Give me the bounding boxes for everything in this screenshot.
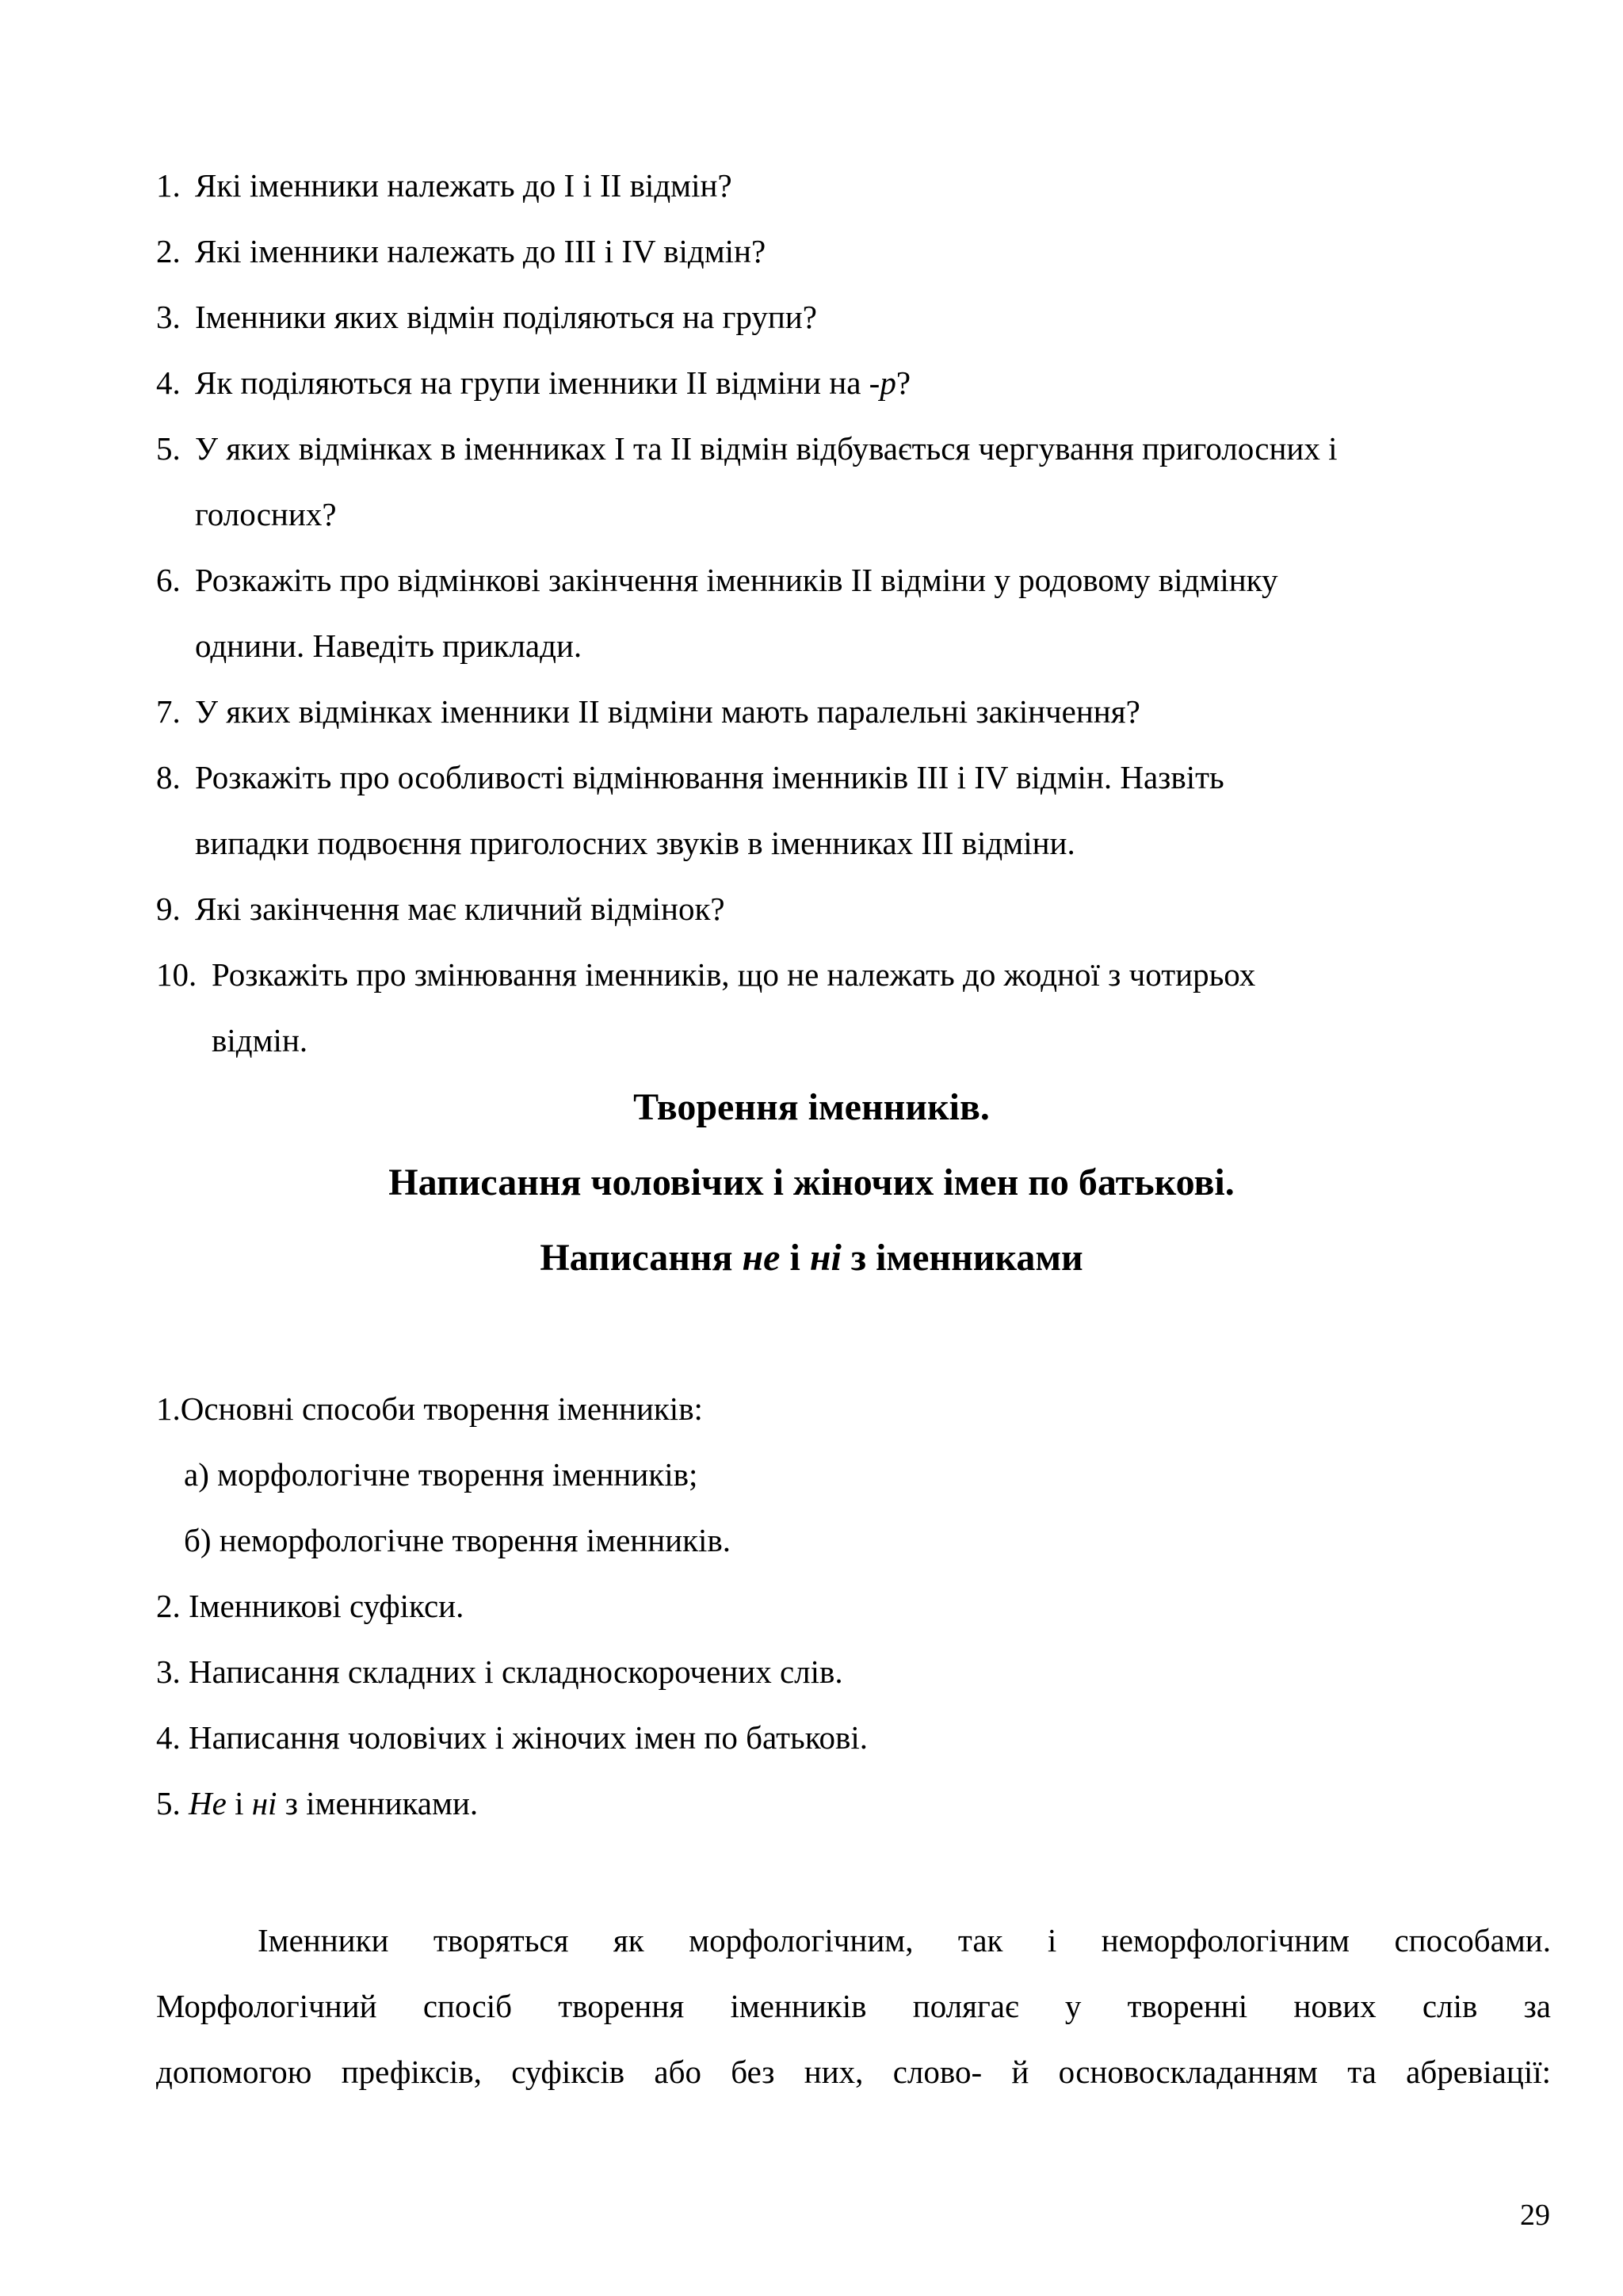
question-number: 1. [156,167,181,204]
question-line: Які іменники належать до ІІІ і ІV відмін? [195,233,766,269]
question-text [195,416,1338,547]
question-line: Які закінчення має кличний відмінок? [195,891,725,927]
question-number: 6. [156,562,181,598]
question-line-part: ? [896,364,911,401]
question-line: Розкажіть про відмінкові закінчення іменників ІІ відміни у родовому відмінку [195,562,1278,598]
heading-line-2: Написання чоловічих і жіночих імен по батькові. [388,1161,1235,1203]
question-text [195,284,817,350]
heading-part: і [780,1237,810,1279]
list-item [156,745,1551,876]
heading-italic-ni: ні [809,1237,842,1279]
plan-subitem: а) морфологічне творення іменників; [184,1456,698,1493]
heading-part: Написання [540,1237,743,1279]
question-number: 5. [156,430,181,467]
question-number: 7. [156,693,181,730]
plan-item-part: і [226,1785,252,1821]
plan-item [156,1771,1551,1836]
question-text [195,745,1224,876]
list-item [156,153,1551,219]
plan-item: 1.Основні способи творення іменників: [156,1390,703,1427]
paragraph-line: Іменники творяться як морфологічним, так і неморфологічним способами. [258,1922,1551,1958]
list-item [156,942,1551,1074]
question-text [195,153,732,219]
heading-part: з іменниками [841,1237,1083,1279]
plan-subitem: б) неморфологічне творення іменників. [184,1522,731,1558]
question-line: відмін. [212,1022,308,1058]
question-line: Розкажіть про змінювання іменників, що не належать до жодної з чотирьох [212,956,1256,993]
list-item [156,876,1551,942]
paragraph-line: Морфологічний спосіб творення іменників полягає у творенні нових слів за [156,1988,1551,2024]
heading-line-1: Творення іменників. [633,1086,990,1128]
question-line-italic: р [880,364,896,401]
question-number: 4. [156,364,181,401]
list-item [156,350,1551,416]
heading-italic-ne: не [742,1237,781,1279]
question-line: однини. Наведіть приклади. [195,627,582,664]
question-text [195,219,766,284]
question-line: голосних? [195,496,337,532]
question-text [195,547,1278,679]
question-line-part: Як поділяються на групи іменники ІІ відміни на - [195,364,880,401]
question-number: 9. [156,891,181,927]
section-heading [0,1070,1623,1295]
plan-item: 4. Написання чоловічих і жіночих імен по батькові. [156,1719,869,1756]
question-line: Розкажіть про особливості відмінювання іменників ІІІ і ІV відмін. Назвіть [195,759,1224,795]
lesson-plan [156,1376,1551,1836]
list-item [156,547,1551,679]
question-number: 10. [156,956,197,993]
plan-item: 3. Написання складних і складноскорочених слів. [156,1653,843,1690]
paragraph-line: допомогою префіксів, суфіксів або без них, слово- й основоскладанням та абревіації: [156,2054,1551,2090]
question-line: У яких відмінках в іменниках І та ІІ відмін відбувається чергування приголосних і [195,430,1338,467]
question-line: У яких відмінках іменники ІІ відміни мають паралельні закінчення? [195,693,1140,730]
question-number: 3. [156,299,181,335]
page-number: 29 [1520,2199,1550,2232]
list-item [156,416,1551,547]
list-item [156,219,1551,284]
plan-item: 2. Іменникові суфікси. [156,1588,464,1624]
plan-item-italic: Не [189,1785,227,1821]
question-line: Іменники яких відмін поділяються на групи? [195,299,817,335]
heading-line-3 [0,1220,1623,1295]
question-number: 8. [156,759,181,795]
plan-item-italic: ні [251,1785,277,1821]
question-number: 2. [156,233,181,269]
list-item [156,284,1551,350]
plan-item-part: з іменниками. [277,1785,479,1821]
question-text [195,876,725,942]
question-line: випадки подвоєння приголосних звуків в іменниках ІІІ відміни. [195,825,1075,861]
question-text [195,679,1140,745]
question-line [195,350,911,416]
body-paragraph [156,1908,1551,2105]
question-text [195,350,911,416]
question-line: Які іменники належать до І і ІІ відмін? [195,167,732,204]
plan-item-part: 5. [156,1785,189,1821]
question-list [156,153,1551,1074]
question-text [212,942,1255,1074]
list-item [156,679,1551,745]
